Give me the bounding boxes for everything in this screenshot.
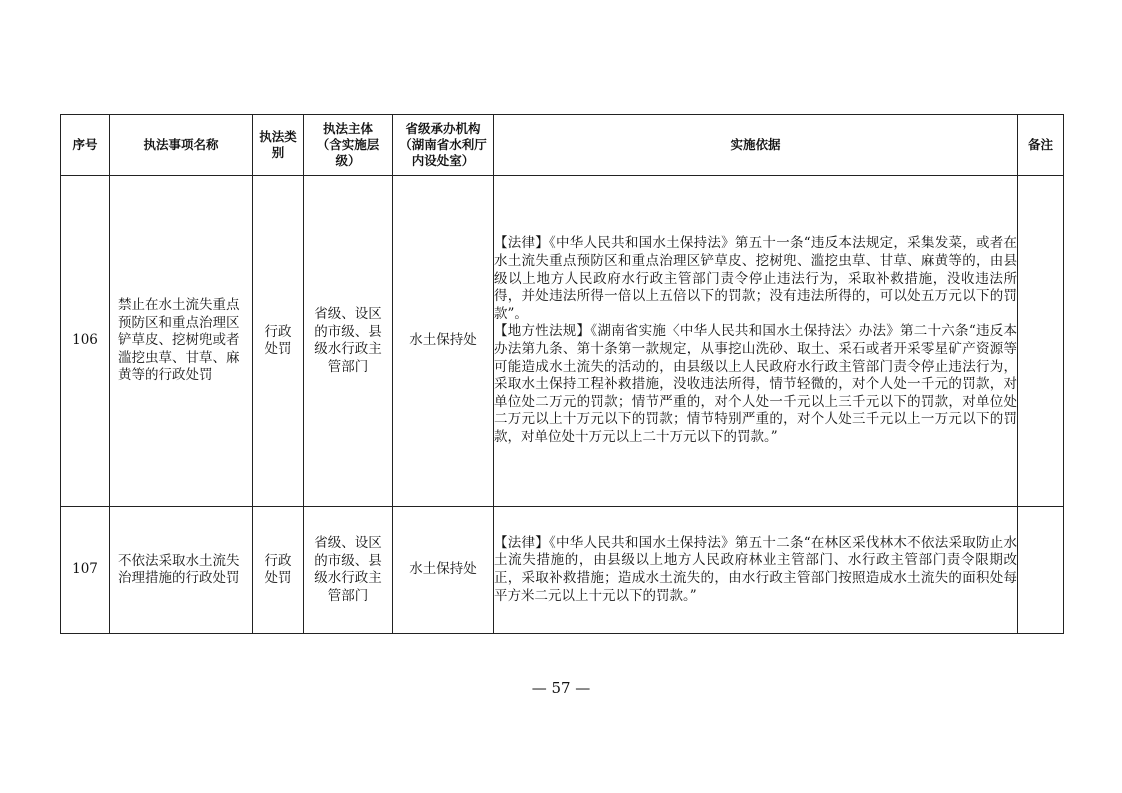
row-agency: 水土保持处 [393, 176, 494, 507]
header-agency: 省级承办机构（湖南省水利厅内设处室） [393, 115, 494, 176]
row-category: 行政处罚 [253, 507, 304, 634]
basis-law-paragraph: 【法律】《中华人民共和国水土保持法》第五十一条“违反本法规定，采集发菜，或者在水土流失重点预防区和重点治理区铲草皮、挖树兜、滥挖虫草、甘草、麻黄等的，由县级以上地方人民政府水行政主管部门责令停止违法行为，采取补救措施，没收违法所得，并处违法所得一倍以上五倍以下的罚款；没有违法所得的，可以处五万元以下的罚款”。 [494, 235, 1017, 322]
row-subject: 省级、设区的市级、县级水行政主管部门 [304, 507, 393, 634]
row-category: 行政处罚 [253, 176, 304, 507]
header-remark: 备注 [1018, 115, 1064, 176]
row-basis [494, 507, 1018, 634]
row-name: 禁止在水土流失重点预防区和重点治理区铲草皮、挖树兜或者滥挖虫草、甘草、麻黄等的行政处罚 [110, 176, 253, 507]
basis-local-regulation-paragraph: 【地方性法规】《湖南省实施〈中华人民共和国水土保持法〉办法》第二十六条“违反本办法第九条、第十条第一款规定，从事挖山洗砂、取土、采石或者开采零星矿产资源等可能造成水土流失的活动的，由县级以上人民政府水行政主管部门责令停止违法行为，采取水土保持工程补救措施，没收违法所得，情节轻微的，对个人处一千元的罚款，对单位处二万元的罚款；情节严重的，对个人处一千元以上三千元以下的罚款，对单位处二万元以上十万元以下的罚款；情节特别严重的，对个人处三千元以上一万元以下的罚款，对单位处十万元以上二十万元以下的罚款。” [494, 323, 1017, 445]
row-seq: 107 [61, 507, 110, 634]
row-remark [1018, 507, 1064, 634]
row-seq: 106 [61, 176, 110, 507]
header-basis: 实施依据 [494, 115, 1018, 176]
header-name: 执法事项名称 [110, 115, 253, 176]
table-row [61, 176, 1064, 507]
header-row [61, 115, 1064, 176]
table-row [61, 507, 1064, 634]
row-name: 不依法采取水土流失治理措施的行政处罚 [110, 507, 253, 634]
row-agency: 水土保持处 [393, 507, 494, 634]
enforcement-table [60, 114, 1064, 634]
header-category: 执法类别 [253, 115, 304, 176]
basis-law-paragraph: 【法律】《中华人民共和国水土保持法》第五十二条“在林区采伐林木不依法采取防止水土流失措施的，由县级以上地方人民政府林业主管部门、水行政主管部门责令限期改正，采取补救措施；造成水土流失的，由水行政主管部门按照造成水土流失的面积处每平方米二元以上十元以下的罚款。” [494, 534, 1017, 604]
row-basis [494, 176, 1018, 507]
page-number: — 57 — [531, 679, 591, 697]
row-subject: 省级、设区的市级、县级水行政主管部门 [304, 176, 393, 507]
row-remark [1018, 176, 1064, 507]
header-subject: 执法主体（含实施层级） [304, 115, 393, 176]
header-seq: 序号 [61, 115, 110, 176]
